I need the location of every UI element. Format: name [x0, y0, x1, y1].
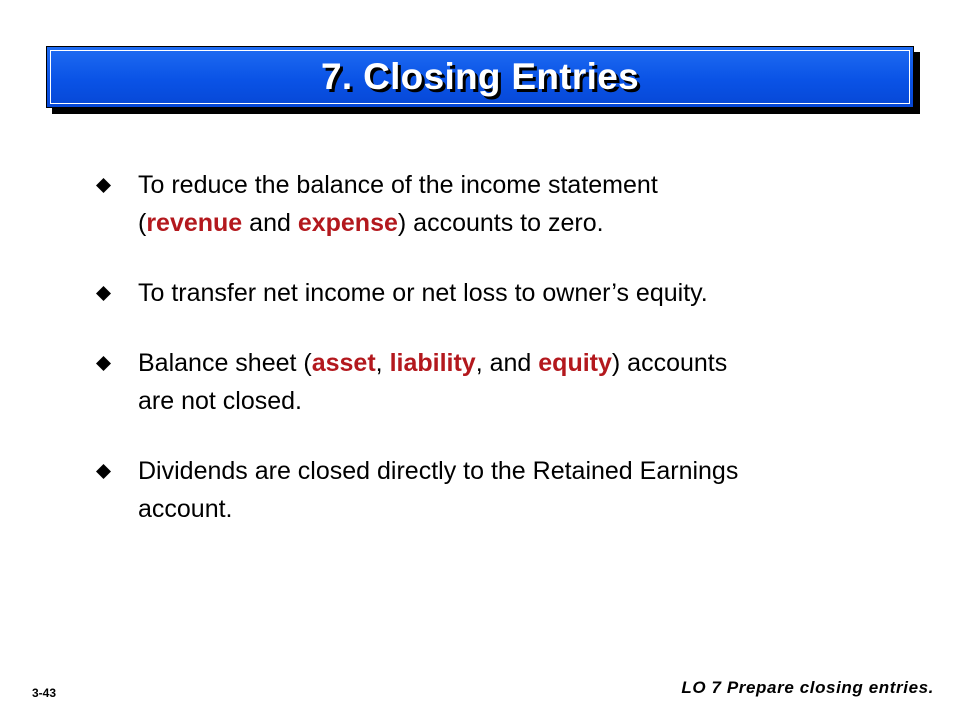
term-equity: equity [538, 349, 612, 377]
bullet-3-sep-2: , and [475, 349, 539, 377]
learning-objective-note: LO 7 Prepare closing entries. [681, 678, 934, 697]
slide-number: 3-43 [32, 686, 57, 700]
term-revenue: revenue [146, 209, 243, 237]
bullet-3-line-1-end: ) accounts [611, 349, 728, 377]
term-liability: liability [389, 349, 476, 377]
diamond-bullet-icon [96, 356, 111, 371]
bullet-1-line-1: To reduce the balance of the income statement [138, 171, 658, 199]
bullet-item-3 [92, 344, 912, 420]
bullet-item-1 [92, 166, 912, 242]
bullet-1-paren-open: ( [138, 209, 147, 237]
bullet-4-line-1: Dividends are closed directly to the Retained Earnings [138, 457, 739, 485]
bullet-3-line-1-start: Balance sheet ( [138, 349, 312, 377]
diamond-bullet-icon [96, 178, 111, 193]
bullet-2-text: To transfer net income or net loss to owner’s equity. [138, 279, 708, 307]
bullet-1-and: and [242, 209, 298, 237]
bullet-3-sep-1: , [375, 349, 390, 377]
bullet-4-line-2: account. [138, 495, 233, 523]
diamond-bullet-icon [96, 464, 111, 479]
bullet-3-line-2: are not closed. [138, 387, 302, 415]
bullet-item-2 [92, 274, 912, 312]
diamond-bullet-icon [96, 286, 111, 301]
title-banner [46, 46, 914, 108]
term-asset: asset [311, 349, 376, 377]
slide-title: 7. Closing Entries [321, 56, 639, 97]
term-expense: expense [297, 209, 398, 237]
bullet-1-line-2-end: ) accounts to zero. [397, 209, 604, 237]
bullet-list [92, 166, 912, 560]
bullet-item-4 [92, 452, 912, 528]
